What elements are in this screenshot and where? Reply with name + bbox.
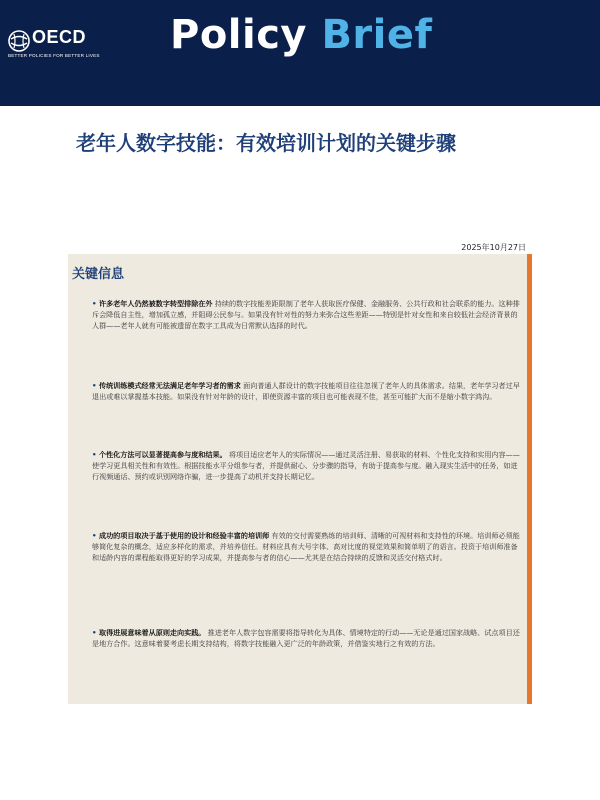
key-message-lead: 个性化方法可以显著提高参与度和结果。 bbox=[99, 450, 227, 459]
key-message-lead: 取得进展意味着从原则走向实践。 bbox=[99, 628, 206, 637]
logo-text: OECD bbox=[32, 27, 87, 47]
bullet-icon: • bbox=[92, 628, 97, 637]
policy-brief-title bbox=[170, 12, 432, 58]
key-messages-box bbox=[68, 254, 532, 704]
key-message-item bbox=[92, 298, 522, 331]
key-message-item bbox=[92, 449, 522, 482]
key-message-item bbox=[92, 627, 522, 649]
key-message-text: 推进老年人数字包容需要将指导转化为具体、情境特定的行动——无论是通过国家战略、试点项目还是地方合作。这意味着要考虑长期支持结构，将数字技能融入更广泛的年龄政策，并借鉴实地行之有效的方法。 bbox=[92, 628, 520, 648]
key-message-text: 有效的交付需要熟练的培训师、清晰的可视材料和支持性的环境。培训师必须能够简化复杂的概念，适应多样化的需求，并培养信任。材料应具有大号字体、高对比度的视觉效果和简单明了的语言。投资于培训师准备和适龄内容的课程能取得更好的学习成果，并提高参与者的信心——尤其是在结合持续的反馈和灵活交付格式时。 bbox=[92, 531, 520, 562]
key-message-item bbox=[92, 530, 522, 563]
key-message-lead: 传统训练模式经常无法满足老年学习者的需求 bbox=[99, 381, 241, 390]
document-title: 老年人数字技能：有效培训计划的关键步骤 bbox=[76, 131, 456, 155]
key-message-text: 将项目适应老年人的实际情况——通过灵活注册、易获取的材料、个性化支持和实用内容——使学习更具相关性和有效性。根据技能水平分组参与者，并提供耐心、分步骤的指导，有助于提高参与度。融入现实生活中的任务，如进行视频通话、预约或识别网络诈骗，进一步提高了动机并支持长期记忆。 bbox=[92, 450, 520, 481]
logo-tagline: BETTER POLICIES FOR BETTER LIVES bbox=[8, 53, 100, 58]
bullet-icon: • bbox=[92, 381, 97, 390]
bullet-icon: • bbox=[92, 531, 97, 540]
key-messages-heading: 关键信息 bbox=[72, 267, 125, 282]
key-message-item bbox=[92, 380, 522, 402]
title-part-brief: Brief bbox=[321, 12, 433, 58]
publication-date: 2025年10月27日 bbox=[461, 243, 526, 252]
bullet-icon: • bbox=[92, 299, 97, 308]
header-banner bbox=[0, 0, 600, 106]
key-message-lead: 成功的项目取决于基于使用的设计和经验丰富的培训师 bbox=[99, 531, 270, 540]
key-message-lead: 许多老年人仍然被数字转型排除在外 bbox=[99, 299, 213, 308]
oecd-logo[interactable] bbox=[8, 26, 118, 66]
bullet-icon: • bbox=[92, 450, 97, 459]
title-part-policy: Policy bbox=[170, 12, 322, 58]
oecd-globe-icon bbox=[8, 30, 30, 52]
key-message-text: 持续的数字技能差距限制了老年人获取医疗保健、金融服务、公共行政和社会联系的能力。这种排斥会降低自主性，增加孤立感，并阻碍公民参与。如果没有针对性的努力来弥合这些差距——特别是针对女性和来自较低社会经济背景的人群——老年人就有可能被遗留在数字工具成为日常默认选择的时代。 bbox=[92, 299, 520, 330]
key-message-text: 面向普通人群设计的数字技能项目往往忽视了老年人的具体需求。结果，老年学习者过早退出或难以掌握基本技能。如果没有针对年龄的设计，即使资源丰富的项目也可能表现不佳，甚至可能扩大而不是缩小数字鸿沟。 bbox=[92, 381, 520, 401]
